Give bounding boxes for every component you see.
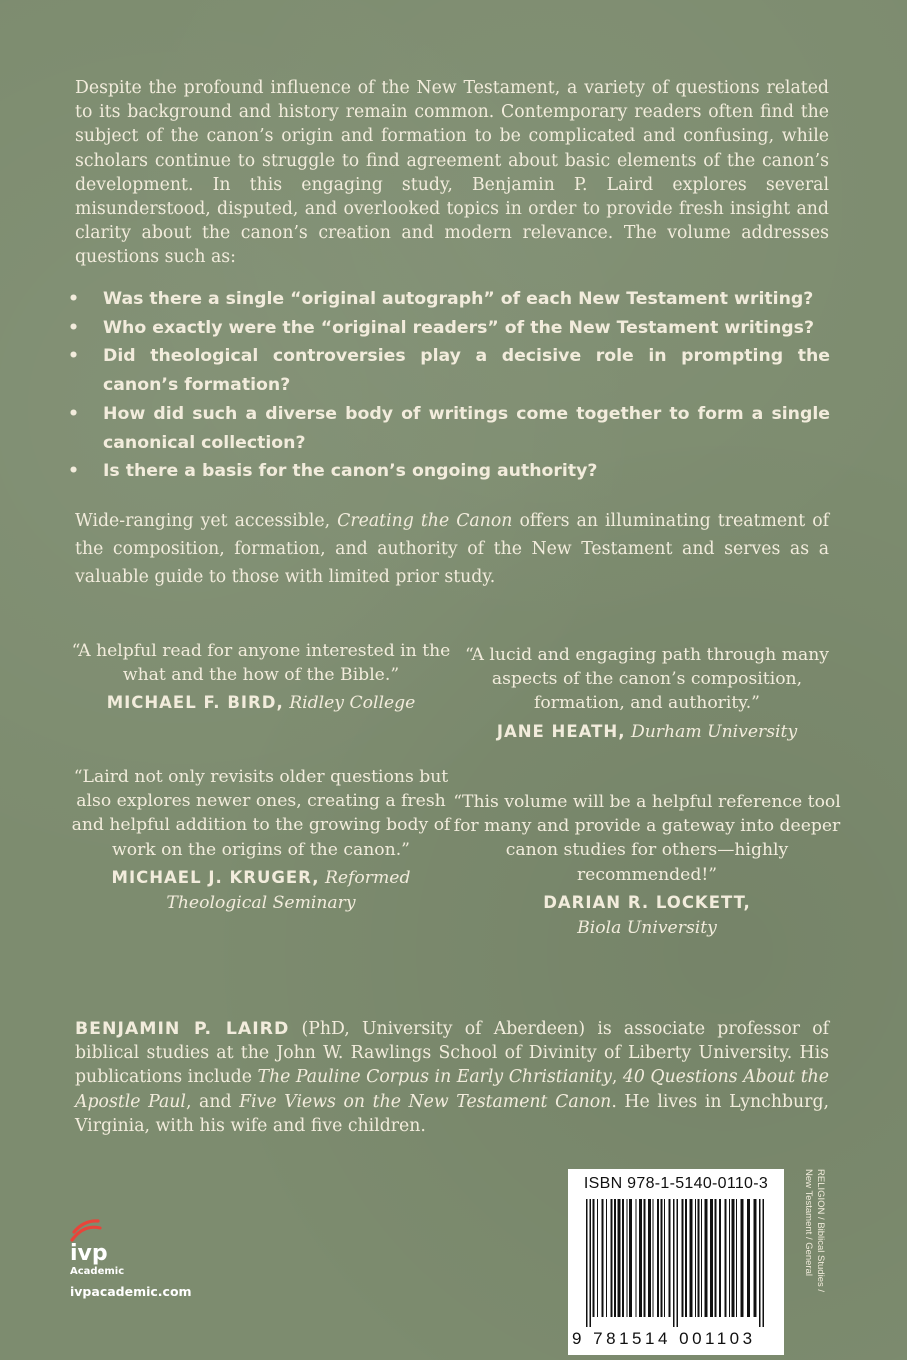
barcode-bar [690, 1199, 693, 1317]
endorsement-quote: “This volume will be a helpful reference tool for many and provide a gateway into deeper canon studies for others—highly recommended!” [453, 792, 841, 885]
category-line: RELIGION / Biblical Studies / [815, 1169, 826, 1293]
list-item [68, 342, 830, 399]
endorser-institution: Ridley College [289, 693, 416, 714]
question-text: Did theological controversies play a decisive role in prompting the canon’s formation? [103, 346, 830, 396]
barcode-bar [639, 1199, 642, 1317]
question-text: How did such a diverse body of writings come together to form a single canonical collection? [103, 403, 830, 453]
book-title: Creating the Canon [337, 511, 513, 531]
barcode-bar [586, 1199, 588, 1327]
barcode-bar [602, 1199, 604, 1317]
summary-text: offers an illuminating treatment of the composition, formation, and authority of the New Testament and serves as a valuable guide to those with limited prior study. [75, 511, 830, 587]
barcode-bar [648, 1199, 651, 1317]
intro-paragraph: Despite the profound influence of the New Testament, a variety of questions related to its background and history remain common. Contemporary readers often find the subject of the canon’s origin and formation to be complicated and confusing, while scholars continue to struggle to find agreement about basic elements of the canon’s development. In this engaging study, Benjamin P. Laird explores several misunderstood, disputed, and overlooked topics in order to provide fresh insight and clarity about the canon’s creation and modern relevance. The volume addresses questions such as: [75, 78, 829, 268]
question-text: Who exactly were the “original readers” of the New Testament writings? [103, 317, 814, 338]
barcode-bar [729, 1199, 730, 1317]
barcode-bar [705, 1199, 708, 1317]
barcode-bar [759, 1199, 761, 1327]
endorsement [66, 639, 456, 716]
barcode-bar [618, 1199, 621, 1317]
endorsement [66, 765, 456, 916]
barcode-bar [597, 1199, 598, 1317]
endorser-name: DARIAN R. LOCKETT, [543, 892, 751, 912]
book-title: The Pauline Corpus in Early Christianity [257, 1067, 612, 1088]
barcode-bar [701, 1199, 702, 1317]
question-text: Was there a single “original autograph” of each New Testament writing? [103, 289, 814, 309]
barcode-bar [741, 1199, 744, 1317]
endorser-name: JANE HEATH, [496, 721, 626, 741]
barcode-bar [673, 1199, 675, 1327]
barcode-bar [657, 1199, 659, 1317]
barcode-bar [644, 1199, 646, 1317]
endorser-name: MICHAEL F. BIRD, [106, 693, 284, 713]
bio-text: . He lives in Lynchburg, Virginia, with his wife and five children. [75, 1091, 829, 1136]
endorsement-quote: “A lucid and engaging path through many aspects of the canon’s composition, formation, and authority.” [464, 645, 830, 714]
barcode-bar [664, 1199, 665, 1317]
endorser-name: MICHAEL J. KRUGER, [111, 867, 320, 887]
barcode-bar [629, 1199, 632, 1317]
barcode-bar [763, 1199, 765, 1327]
bio-text: , and [185, 1091, 240, 1112]
logo-text: ivp [70, 1241, 108, 1266]
barcode-bar [715, 1199, 717, 1317]
barcode-bar [695, 1199, 696, 1317]
questions-list [68, 285, 830, 486]
endorsement [452, 643, 842, 745]
summary-paragraph [75, 507, 829, 591]
barcode-bar [754, 1199, 757, 1317]
barcode-bar [627, 1199, 628, 1317]
barcode-bar [593, 1199, 595, 1317]
endorser [66, 690, 456, 716]
author-bio [75, 1017, 829, 1138]
barcode-bar [719, 1199, 721, 1317]
category-line: New Testament / General [803, 1169, 814, 1277]
isbn-label: ISBN 978-1-5140-0110-3 [583, 1175, 769, 1192]
endorser-institution: Durham University [630, 721, 798, 742]
question-text: Is there a basis for the canon’s ongoing authority? [103, 461, 598, 482]
publisher-website: ivpacademic.com [70, 1284, 192, 1299]
barcode-bar [736, 1199, 737, 1317]
endorser-institution: Biola University [577, 917, 717, 938]
barcode-bar [725, 1199, 727, 1317]
bullet: • [68, 403, 80, 424]
category-text [802, 1169, 826, 1354]
list-item [68, 314, 830, 343]
bullet: • [68, 317, 80, 338]
endorser-institution: Reformed Theological Seminary [166, 867, 411, 913]
book-title: Five Views on the New Testament Canon [239, 1091, 612, 1112]
barcode-bar [682, 1199, 684, 1317]
barcode-bar [653, 1199, 654, 1317]
barcode-bar [590, 1199, 592, 1327]
endorser [452, 719, 842, 745]
list-item [68, 400, 830, 457]
publisher-logo [70, 1218, 220, 1278]
barcode-bar [747, 1199, 750, 1317]
barcode-bar [732, 1199, 735, 1317]
endorsement-quote: “A helpful read for anyone interested in the what and the how of the Bible.” [71, 641, 451, 686]
bio-text: , [611, 1067, 623, 1088]
list-item [68, 457, 830, 486]
barcode-bar [710, 1199, 713, 1317]
barcode-bar [614, 1199, 616, 1317]
barcode-bar [685, 1199, 687, 1317]
book-title: 40 Questions About the Apostle Paul [75, 1067, 829, 1112]
barcode-bar [661, 1199, 663, 1317]
bullet: • [68, 461, 80, 482]
summary-text: Wide-ranging yet accessible, [75, 511, 338, 531]
barcode-bar [611, 1199, 613, 1317]
endorser [66, 865, 456, 916]
logo-subtext: Academic [70, 1266, 125, 1277]
barcode-digits: 9 781514 001103 [572, 1329, 756, 1348]
barcode-bar [622, 1199, 624, 1317]
list-item [68, 285, 830, 314]
bullet: • [68, 346, 80, 367]
author-name: BENJAMIN P. LAIRD [75, 1019, 290, 1039]
endorsement [452, 790, 842, 941]
barcode [568, 1169, 784, 1355]
barcode-bar [677, 1199, 679, 1327]
endorser [452, 890, 842, 941]
barcode-bar [636, 1199, 637, 1317]
category-label [790, 1169, 830, 1354]
barcode-bar [698, 1199, 700, 1317]
barcode-bar [606, 1199, 607, 1317]
endorsement-quote: “Laird not only revisits older questions but also explores newer ones, creating a fresh and helpful addition to the growing body of work on the origins of the canon.” [71, 767, 451, 860]
bullet: • [68, 289, 80, 309]
barcode-bar [669, 1199, 671, 1317]
bio-text: (PhD, University of Aberdeen) is associate professor of biblical studies at the John W. Rawlings School of Divinity of Liberty University. His publications include [75, 1019, 830, 1088]
barcode-bars [584, 1199, 768, 1327]
